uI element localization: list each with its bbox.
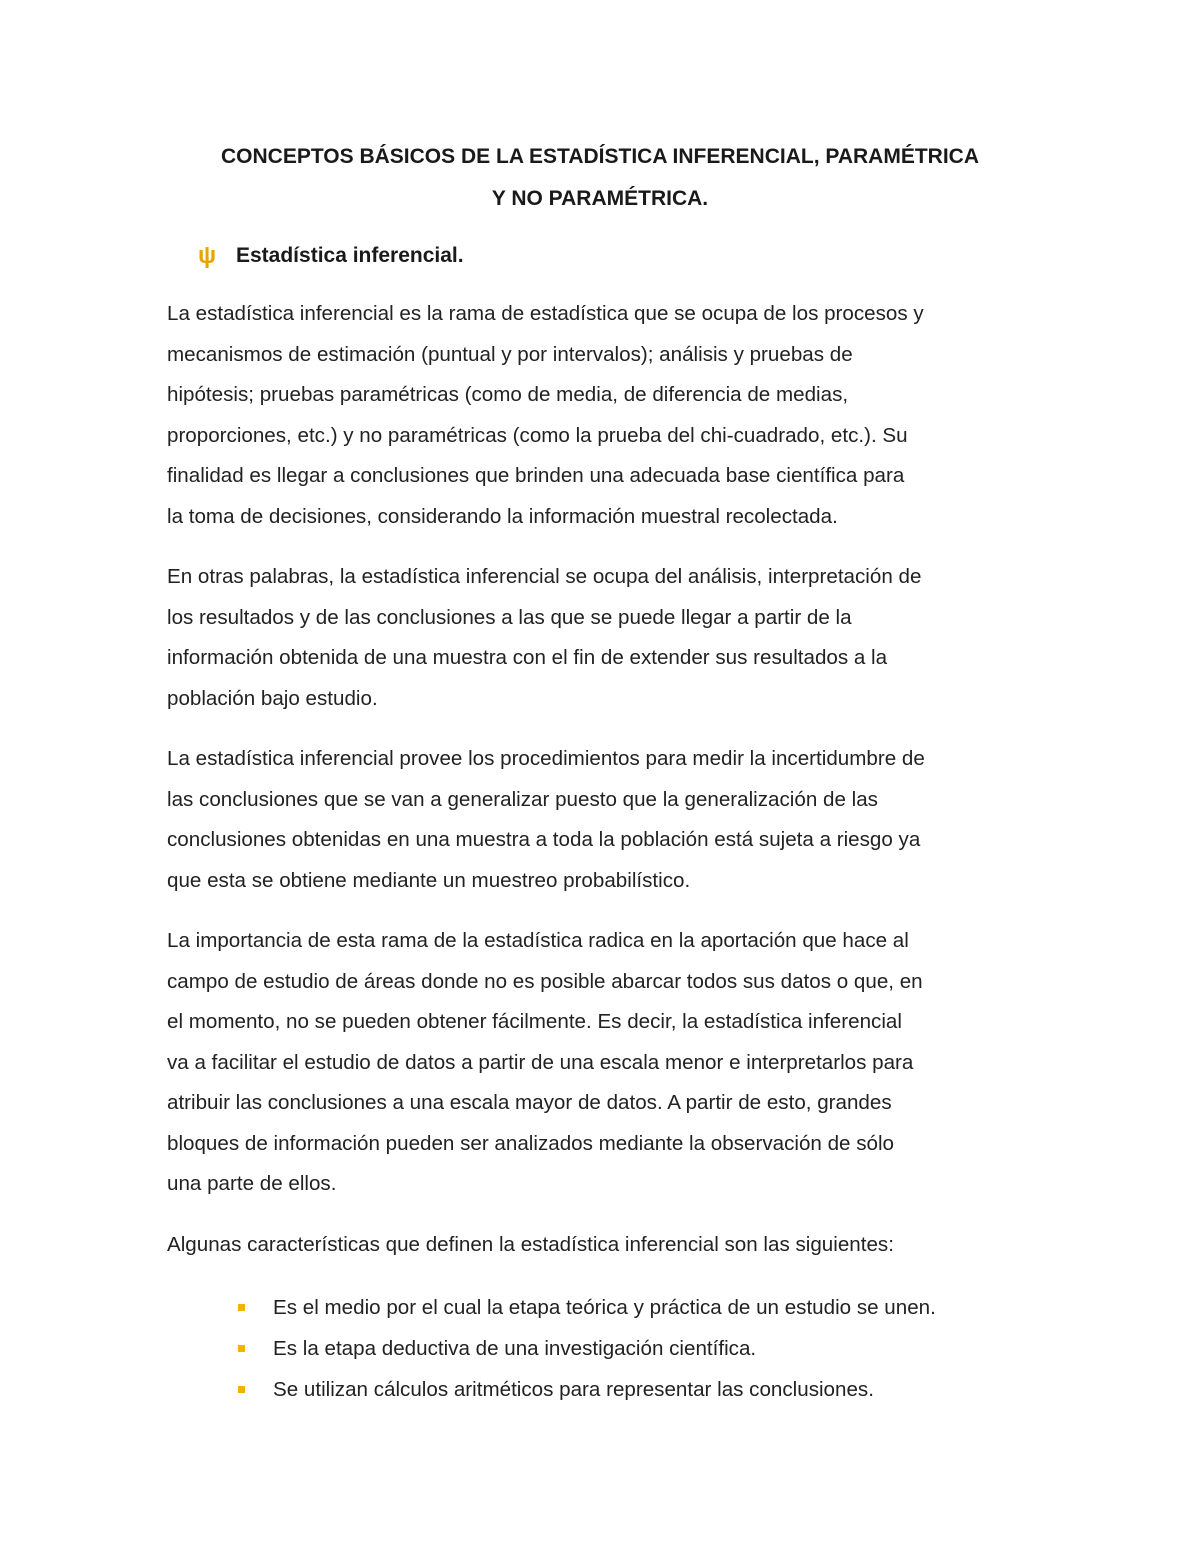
text-line: Algunas características que definen la estadística inferencial son las siguientes: xyxy=(167,1233,894,1256)
list-item xyxy=(236,1369,1056,1410)
title-line-1: CONCEPTOS BÁSICOS DE LA ESTADÍSTICA INFERENCIAL, PARAMÉTRICA xyxy=(221,145,979,168)
paragraph-1 xyxy=(167,294,1047,537)
text-line: campo de estudio de áreas donde no es posible abarcar todos sus datos o que, en xyxy=(167,969,923,993)
text-line: el momento, no se pueden obtener fácilmente. Es decir, la estadística inferencial xyxy=(167,1010,902,1033)
square-bullet-icon xyxy=(238,1304,245,1311)
text-line: La estadística inferencial es la rama de estadística que se ocupa de los procesos y xyxy=(167,302,924,325)
title-line-2: Y NO PARAMÉTRICA. xyxy=(491,187,709,210)
paragraph-3 xyxy=(167,739,1047,901)
text-line: que esta se obtiene mediante un muestreo probabilístico. xyxy=(167,868,691,892)
square-bullet-icon xyxy=(238,1386,245,1393)
document-title xyxy=(150,136,1050,220)
text-line: hipótesis; pruebas paramétricas (como de media, de diferencia de medias, xyxy=(167,383,849,406)
text-line: las conclusiones que se van a generalizar puesto que la generalización de las xyxy=(167,787,878,811)
text-line: atribuir las conclusiones a una escala mayor de datos. A partir de esto, grandes xyxy=(167,1091,892,1114)
list-item xyxy=(236,1287,1056,1328)
paragraph-5 xyxy=(167,1225,1047,1266)
text-line: bloques de información pueden ser analizados mediante la observación de sólo xyxy=(167,1131,894,1155)
text-line: la toma de decisiones, considerando la información muestral recolectada. xyxy=(167,504,838,528)
text-line: La importancia de esta rama de la estadística radica en la aportación que hace al xyxy=(167,929,909,952)
text-line: mecanismos de estimación (puntual y por intervalos); análisis y pruebas de xyxy=(167,342,853,366)
list-item-text: Es la etapa deductiva de una investigación científica. xyxy=(273,1336,757,1360)
paragraph-2 xyxy=(167,557,1047,719)
list-item-text: Se utilizan cálculos aritméticos para representar las conclusiones. xyxy=(273,1377,874,1401)
text-line: los resultados y de las conclusiones a las que se puede llegar a partir de la xyxy=(167,605,852,629)
list-item-text: Es el medio por el cual la etapa teórica y práctica de un estudio se unen. xyxy=(273,1295,936,1319)
text-line: una parte de ellos. xyxy=(167,1172,337,1195)
text-line: proporciones, etc.) y no paramétricas (como la prueba del chi-cuadrado, etc.). Su xyxy=(167,423,908,447)
list-item xyxy=(236,1328,1056,1369)
paragraph-4 xyxy=(167,921,1047,1205)
section-heading xyxy=(198,238,464,274)
square-bullet-icon xyxy=(238,1345,245,1352)
characteristics-list xyxy=(236,1287,1056,1410)
text-line: La estadística inferencial provee los procedimientos para medir la incertidumbre de xyxy=(167,747,925,770)
text-line: información obtenida de una muestra con el fin de extender sus resultados a la xyxy=(167,646,888,669)
text-line: población bajo estudio. xyxy=(167,686,378,710)
text-line: conclusiones obtenidas en una muestra a toda la población está sujeta a riesgo ya xyxy=(167,828,921,851)
text-line: En otras palabras, la estadística inferencial se ocupa del análisis, interpretación de xyxy=(167,565,922,588)
section-heading-text: Estadística inferencial. xyxy=(236,244,464,267)
text-line: finalidad es llegar a conclusiones que brinden una adecuada base científica para xyxy=(167,464,905,487)
text-line: va a facilitar el estudio de datos a partir de una escala menor e interpretarlos para xyxy=(167,1050,914,1074)
psi-bullet-icon: ψ xyxy=(198,242,217,269)
